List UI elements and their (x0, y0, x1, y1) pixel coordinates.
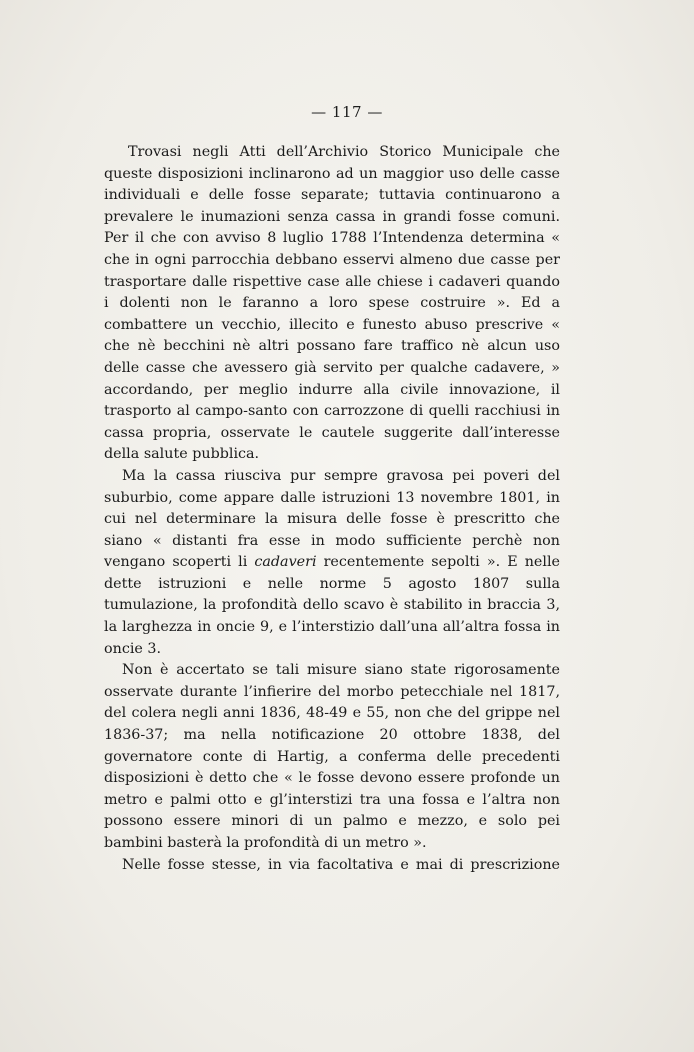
paragraph-2-text-after: recentemente sepolti ». E nelle dette istruzioni e nelle norme 5 agosto 1807 sulla tumulazione, la profondità dello scavo è stabilito in braccia 3, la larghezza in oncie 9, e l’interstizio dall’una all’altra fossa in oncie 3. (104, 554, 560, 657)
paragraph-4: Nelle fosse stesse, in via facoltativa e mai di prescrizione (122, 856, 560, 873)
paragraph-2-text-before: Ma la cassa riusciva pur sempre gravosa pei poveri del suburbio, come appare dalle istruzioni 13 novembre 1801, in cui nel determinare la misura delle fosse è prescritto che siano « distanti fra esse in modo sufficiente perchè non vengano scoperti li (104, 467, 560, 571)
paragraph-2-italic-word: cadaveri (254, 554, 317, 571)
body-text (104, 142, 560, 876)
paragraph-2 (104, 466, 560, 660)
page-number: — 117 — (311, 103, 383, 121)
paragraph-1: Trovasi negli Atti dell’Archivio Storico Municipale che queste disposizioni inclinarono ad un maggior uso delle casse individuali e delle fosse separate; tuttavia continuarono a prevalere le inumazioni senza cassa in grandi fosse comuni. Per il che con avviso 8 luglio 1788 l’Intendenza determina « che in ogni parrocchia debbano esservi almeno due casse per trasportare dalle rispettive case alle chiese i cadaveri quando i dolenti non le faranno a loro spese costruire ». Ed a combattere un vecchio, illecito e funesto abuso prescrive « che nè becchini nè altri possano fare traffico nè alcun uso delle casse che avessero già servito per qualche cadavere, » accordando, per meglio indurre alla civile innovazione, il trasporto al campo-santo con carrozzone di quelli racchiusi in cassa propria, osservate le cautele suggerite dall’interesse della salute pubblica. (104, 144, 560, 463)
paragraph-3: Non è accertato se tali misure siano state rigorosamente osservate durante l’infierire del morbo petecchiale nel 1817, del colera negli anni 1836, 48-49 e 55, non che del grippe nel 1836-37; ma nella notificazione 20 ottobre 1838, del governatore conte di Hartig, a conferma delle precedenti disposizioni è detto che « le fosse devono essere profonde un metro e palmi otto e gl’interstizi tra una fossa e l’altra non possono essere minori di un palmo e mezzo, e solo pei bambini basterà la profondità di un metro ». (104, 662, 560, 851)
